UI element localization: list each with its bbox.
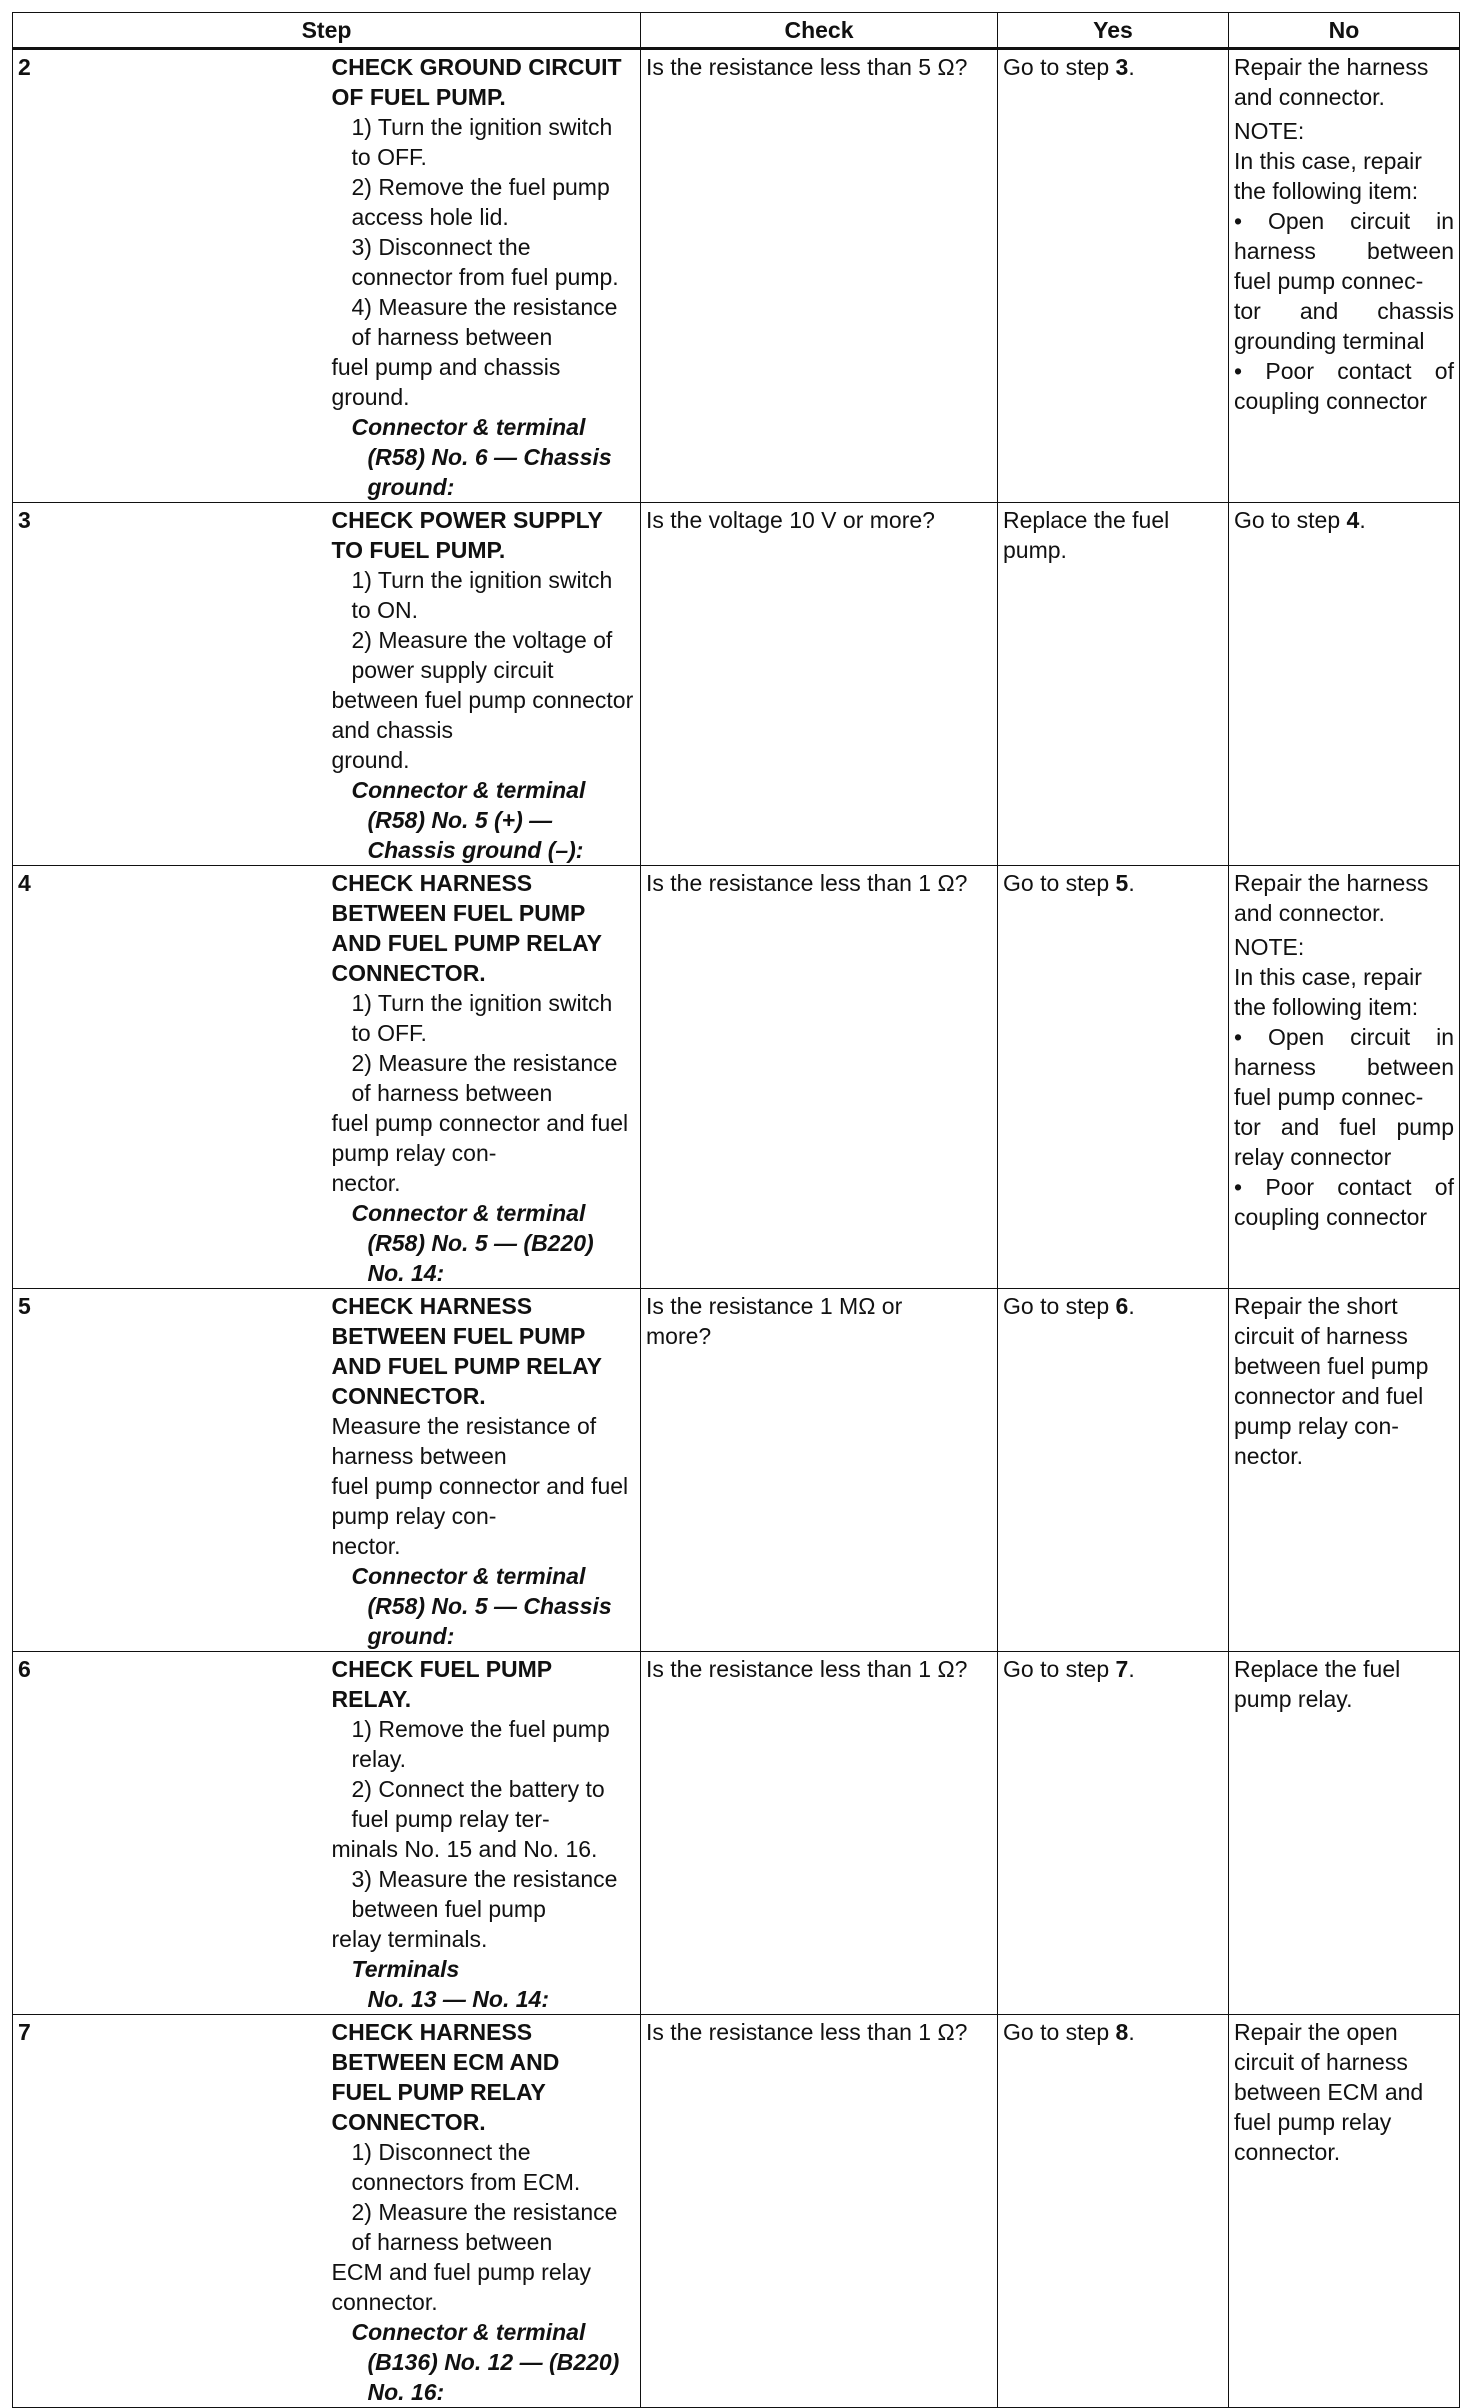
procedure-line: fuel pump and chassis ground. <box>331 354 561 410</box>
note-line: In this case, repair <box>1234 964 1422 990</box>
yes-cell: Go to step 8. <box>998 2015 1229 2408</box>
no-line: between fuel pump <box>1234 1353 1429 1379</box>
note-item: coupling connector <box>1234 1204 1428 1230</box>
note-item: harness between <box>1234 1054 1454 1080</box>
no-step-ref: 4 <box>1346 507 1360 533</box>
yes-text: Go to step <box>1003 870 1116 896</box>
yes-cell: Go to step 7. <box>998 1652 1229 2015</box>
header-step: Step <box>13 13 641 49</box>
procedure-line: 2) Connect the battery to fuel pump relay ter- <box>351 1776 605 1832</box>
note-item: • Poor contact of <box>1234 1174 1454 1200</box>
note-label: NOTE: <box>1234 934 1305 960</box>
spec-label: Connector & terminal <box>351 2319 586 2345</box>
no-line: fuel pump relay <box>1234 2109 1392 2135</box>
step-procedure <box>327 1652 641 2015</box>
step-procedure <box>327 49 641 503</box>
no-line: circuit of harness <box>1234 2049 1408 2075</box>
procedure-line: 2) Measure the resistance of harness between <box>351 1050 618 1106</box>
no-line: Repair the harness <box>1234 54 1429 80</box>
step-title: CHECK HARNESS BETWEEN FUEL PUMP <box>331 1293 586 1349</box>
check-cell: Is the resistance less than 1 Ω? <box>641 866 998 1289</box>
note-item: tor and fuel pump <box>1234 1114 1454 1140</box>
no-cell <box>1229 49 1460 503</box>
spec-value: (B136) No. 12 — (B220) No. 16: <box>367 2349 620 2405</box>
step-title: CHECK POWER SUPPLY TO FUEL PUMP. <box>331 507 603 563</box>
spec-label: Connector & terminal <box>351 1563 586 1589</box>
note-item: harness between <box>1234 238 1454 264</box>
yes-line: pump. <box>1003 537 1067 563</box>
check-cell: Is the resistance less than 5 Ω? <box>641 49 998 503</box>
check-line: Is the resistance 1 MΩ or <box>646 1293 903 1319</box>
yes-text: Go to step <box>1003 1656 1116 1682</box>
table-row <box>13 1652 1460 2015</box>
procedure-line: ECM and fuel pump relay connector. <box>331 2259 592 2315</box>
procedure-line: fuel pump connector and fuel pump relay con- <box>331 1473 629 1529</box>
yes-cell <box>998 503 1229 866</box>
spec-label: Terminals <box>351 1956 460 1982</box>
no-cell <box>1229 2015 1460 2408</box>
table-row <box>13 49 1460 503</box>
procedure-line: nector. <box>331 1533 401 1559</box>
no-cell <box>1229 866 1460 1289</box>
note-item: • Poor contact of <box>1234 358 1454 384</box>
troubleshooting-table <box>12 12 1460 2408</box>
yes-cell: Go to step 5. <box>998 866 1229 1289</box>
step-title: FUEL PUMP RELAY CONNECTOR. <box>331 2079 546 2135</box>
table-header-row <box>13 13 1460 49</box>
step-number: 4 <box>13 866 327 1289</box>
step-title: AND FUEL PUMP RELAY CONNECTOR. <box>331 930 602 986</box>
procedure-line: nector. <box>331 1170 401 1196</box>
no-line: connector. <box>1234 2139 1341 2165</box>
step-number: 6 <box>13 1652 327 2015</box>
note-item: coupling connector <box>1234 388 1428 414</box>
check-line: more? <box>646 1323 712 1349</box>
header-no: No <box>1229 13 1460 49</box>
step-title: CHECK HARNESS BETWEEN FUEL PUMP <box>331 870 586 926</box>
no-line: connector and fuel <box>1234 1383 1424 1409</box>
note-item: relay connector <box>1234 1144 1392 1170</box>
step-number: 5 <box>13 1289 327 1652</box>
procedure-line: 1) Turn the ignition switch to OFF. <box>351 114 613 170</box>
procedure-line: ground. <box>331 747 410 773</box>
procedure-line: between fuel pump connector and chassis <box>331 687 634 743</box>
procedure-line: Measure the resistance of harness between <box>331 1413 597 1469</box>
no-cell: Go to step 4. <box>1229 503 1460 866</box>
no-line: and connector. <box>1234 900 1385 926</box>
no-line: pump relay. <box>1234 1686 1353 1712</box>
step-procedure <box>327 2015 641 2408</box>
spec-value: (R58) No. 6 — Chassis ground: <box>367 444 612 500</box>
procedure-line: 4) Measure the resistance of harness between <box>351 294 618 350</box>
yes-step-ref: 8 <box>1115 2019 1129 2045</box>
spec-label: Connector & terminal <box>351 1200 586 1226</box>
no-line: Repair the open <box>1234 2019 1398 2045</box>
procedure-line: 3) Disconnect the connector from fuel pump. <box>351 234 619 290</box>
yes-line: Replace the fuel <box>1003 507 1170 533</box>
table-row <box>13 1289 1460 1652</box>
header-yes: Yes <box>998 13 1229 49</box>
no-line: between ECM and <box>1234 2079 1424 2105</box>
step-title: AND FUEL PUMP RELAY CONNECTOR. <box>331 1353 602 1409</box>
spec-label: Connector & terminal <box>351 777 586 803</box>
check-cell <box>641 1289 998 1652</box>
note-item: grounding terminal <box>1234 328 1425 354</box>
no-cell <box>1229 1652 1460 2015</box>
procedure-line: 2) Measure the voltage of power supply circuit <box>351 627 613 683</box>
no-line: Repair the harness <box>1234 870 1429 896</box>
yes-text: Go to step <box>1003 1293 1116 1319</box>
no-line: nector. <box>1234 1443 1304 1469</box>
note-item: • Open circuit in <box>1234 1024 1454 1050</box>
note-item: fuel pump connec- <box>1234 1084 1424 1110</box>
procedure-line: 1) Remove the fuel pump relay. <box>351 1716 610 1772</box>
yes-step-ref: 6 <box>1115 1293 1129 1319</box>
procedure-line: relay terminals. <box>331 1926 488 1952</box>
spec-value: (R58) No. 5 (+) — Chassis ground (–): <box>367 807 584 863</box>
procedure-line: 2) Measure the resistance of harness between <box>351 2199 618 2255</box>
note-label: NOTE: <box>1234 118 1305 144</box>
yes-cell: Go to step 3. <box>998 49 1229 503</box>
note-item: • Open circuit in <box>1234 208 1454 234</box>
procedure-line: 1) Disconnect the connectors from ECM. <box>351 2139 581 2195</box>
step-title: CHECK GROUND CIRCUIT OF FUEL PUMP. <box>331 54 622 110</box>
no-line: Repair the short <box>1234 1293 1398 1319</box>
step-procedure <box>327 866 641 1289</box>
yes-cell: Go to step 6. <box>998 1289 1229 1652</box>
step-title: CHECK FUEL PUMP RELAY. <box>331 1656 552 1712</box>
no-line: circuit of harness <box>1234 1323 1408 1349</box>
table-row <box>13 503 1460 866</box>
procedure-line: 3) Measure the resistance between fuel pump <box>351 1866 618 1922</box>
table-row <box>13 2015 1460 2408</box>
procedure-line: fuel pump connector and fuel pump relay con- <box>331 1110 629 1166</box>
note-line: In this case, repair <box>1234 148 1422 174</box>
spec-label: Connector & terminal <box>351 414 586 440</box>
check-cell: Is the resistance less than 1 Ω? <box>641 2015 998 2408</box>
procedure-line: 1) Turn the ignition switch to ON. <box>351 567 613 623</box>
step-number: 3 <box>13 503 327 866</box>
spec-value: (R58) No. 5 — (B220) No. 14: <box>367 1230 594 1286</box>
step-number: 2 <box>13 49 327 503</box>
table-row <box>13 866 1460 1289</box>
step-procedure <box>327 1289 641 1652</box>
no-line: Replace the fuel <box>1234 1656 1401 1682</box>
note-item: tor and chassis <box>1234 298 1454 324</box>
procedure-line: 1) Turn the ignition switch to OFF. <box>351 990 613 1046</box>
yes-step-ref: 7 <box>1115 1656 1129 1682</box>
step-procedure <box>327 503 641 866</box>
spec-value: (R58) No. 5 — Chassis ground: <box>367 1593 612 1649</box>
step-number: 7 <box>13 2015 327 2408</box>
note-item: fuel pump connec- <box>1234 268 1424 294</box>
check-cell: Is the resistance less than 1 Ω? <box>641 1652 998 2015</box>
check-cell: Is the voltage 10 V or more? <box>641 503 998 866</box>
procedure-line: minals No. 15 and No. 16. <box>331 1836 598 1862</box>
yes-step-ref: 3 <box>1115 54 1129 80</box>
yes-text: Go to step <box>1003 2019 1116 2045</box>
spec-value: No. 13 — No. 14: <box>367 1986 549 2012</box>
yes-step-ref: 5 <box>1115 870 1129 896</box>
no-text: Go to step <box>1234 507 1347 533</box>
header-check: Check <box>641 13 998 49</box>
procedure-line: 2) Remove the fuel pump access hole lid. <box>351 174 610 230</box>
no-line: and connector. <box>1234 84 1385 110</box>
yes-text: Go to step <box>1003 54 1116 80</box>
step-title: CHECK HARNESS BETWEEN ECM AND <box>331 2019 560 2075</box>
note-line: the following item: <box>1234 178 1419 204</box>
note-line: the following item: <box>1234 994 1419 1020</box>
no-cell <box>1229 1289 1460 1652</box>
no-line: pump relay con- <box>1234 1413 1399 1439</box>
